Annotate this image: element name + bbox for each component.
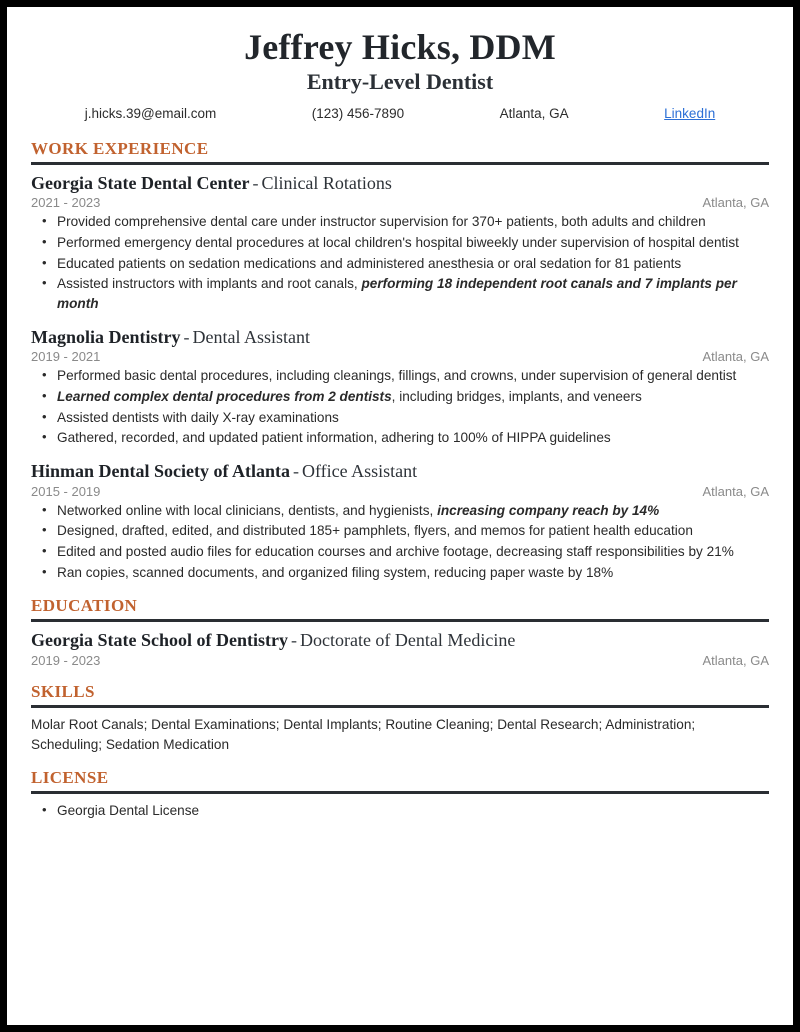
section-skills: [31, 682, 769, 754]
resume-page: [7, 7, 793, 1025]
entry-dates: 2015 - 2019: [31, 483, 101, 499]
entry-meta: [31, 484, 769, 499]
entry-dates: 2019 - 2023: [31, 652, 101, 668]
bullet-emphasis: performing 18 independent root canals and 7 implants per month: [57, 276, 737, 312]
bullet-lead: Educated patients on sedation medications and administered anesthesia or oral sedation for 81 patients: [57, 255, 682, 271]
entry-heading: [31, 172, 769, 195]
bullet-item: [31, 521, 769, 541]
entry-separator: -: [293, 461, 299, 482]
contact-phone: (123) 456-7890: [311, 105, 405, 121]
section-divider: [31, 705, 769, 708]
contact-location: Atlanta, GA: [499, 105, 569, 121]
bullet-emphasis: increasing company reach by 14%: [437, 502, 660, 518]
entry-separator: -: [183, 326, 190, 347]
bullet-lead: Assisted instructors with implants and root canals,: [57, 276, 362, 292]
bullet-lead: Gathered, recorded, and updated patient information, adhering to 100% of HIPPA guidelines: [57, 430, 611, 446]
candidate-name: Jeffrey Hicks, DDM: [244, 27, 556, 67]
entry-separator: -: [252, 172, 259, 193]
bullet-emphasis: Learned complex dental procedures from 2 dentists: [57, 388, 392, 404]
bullet-lead: Edited and posted audio files for education courses and archive footage, decreasing staff responsibilities by 21%: [57, 543, 734, 559]
contact-linkedin-link[interactable]: LinkedIn: [664, 105, 716, 121]
entry-organization: Hinman Dental Society of Atlanta: [31, 461, 290, 482]
section-work-experience: [31, 139, 769, 583]
bullet-item: [31, 542, 769, 562]
work-entry: [31, 460, 769, 582]
bullet-item: [31, 387, 769, 407]
entry-meta: [31, 653, 769, 668]
bullet-item: [31, 501, 769, 521]
contact-row: [31, 106, 769, 121]
entry-location: Atlanta, GA: [702, 195, 769, 211]
entry-location: Atlanta, GA: [702, 652, 769, 668]
bullet-item: [31, 274, 769, 313]
bullet-lead: Designed, drafted, edited, and distributed 185+ pamphlets, flyers, and memos for patient health education: [57, 523, 693, 539]
entry-organization: Magnolia Dentistry: [31, 326, 181, 347]
section-title-education: EDUCATION: [31, 596, 138, 616]
entry-role: Clinical Rotations: [261, 172, 392, 193]
bullet-item: [31, 254, 769, 274]
bullet-item: [31, 233, 769, 253]
bullet-lead: Provided comprehensive dental care under instructor supervision for 370+ patients, both adults and children: [57, 214, 706, 230]
section-education: [31, 596, 769, 668]
entry-location: Atlanta, GA: [702, 349, 769, 365]
entry-location: Atlanta, GA: [702, 483, 769, 499]
work-entry: [31, 326, 769, 448]
entry-bullet-list: [31, 366, 769, 448]
bullet-lead: Performed emergency dental procedures at local children's hospital biweekly under supervision of hospital dentist: [57, 234, 739, 250]
contact-email[interactable]: j.hicks.39@email.com: [84, 105, 217, 121]
bullet-lead: Performed basic dental procedures, including cleanings, fillings, and crowns, under supervision of general dentist: [57, 368, 737, 384]
entry-meta: [31, 349, 769, 364]
entry-degree: Doctorate of Dental Medicine: [299, 630, 516, 651]
resume-header: [31, 27, 769, 125]
bullet-lead: Networked online with local clinicians, dentists, and hygienists,: [57, 502, 438, 518]
entry-meta: [31, 195, 769, 210]
entry-dates: 2021 - 2023: [31, 195, 101, 211]
bullet-item: [31, 212, 769, 232]
bullet-item: [31, 428, 769, 448]
entry-heading: [31, 326, 769, 349]
section-title-work-experience: WORK EXPERIENCE: [31, 138, 209, 158]
work-entry: [31, 172, 769, 314]
section-license: [31, 768, 769, 821]
list-item: • Georgia Dental License: [31, 801, 769, 821]
section-divider: [31, 619, 769, 622]
bullet-tail: , including bridges, implants, and veneers: [391, 388, 642, 404]
candidate-headline: Entry-Level Dentist: [306, 69, 494, 95]
bullet-item: [31, 366, 769, 386]
bullet-lead: Assisted dentists with daily X-ray examinations: [57, 409, 339, 425]
entry-heading: [31, 629, 769, 652]
entry-bullet-list: [31, 212, 769, 314]
license-list: [31, 801, 769, 821]
section-divider: [31, 791, 769, 794]
entry-bullet-list: [31, 501, 769, 583]
bullet-item: [31, 563, 769, 583]
entry-role: Dental Assistant: [192, 326, 310, 347]
bullet-lead: Ran copies, scanned documents, and organized filing system, reducing paper waste by 18%: [57, 564, 614, 580]
entry-role: Office Assistant: [302, 461, 418, 482]
skills-text: Molar Root Canals; Dental Examinations; Dental Implants; Routine Cleaning; Dental Research; Administration; Scheduling; Sedation Medication: [31, 716, 696, 752]
section-divider: [31, 162, 769, 165]
education-entry: [31, 629, 769, 668]
entry-dates: 2019 - 2021: [31, 349, 101, 365]
entry-organization: Georgia State Dental Center: [31, 172, 250, 193]
entry-separator: -: [290, 630, 297, 651]
bullet-item: [31, 408, 769, 428]
section-title-license: LICENSE: [31, 768, 109, 788]
section-title-skills: SKILLS: [31, 681, 95, 701]
entry-organization: Georgia State School of Dentistry: [31, 630, 288, 651]
entry-heading: [31, 460, 769, 483]
